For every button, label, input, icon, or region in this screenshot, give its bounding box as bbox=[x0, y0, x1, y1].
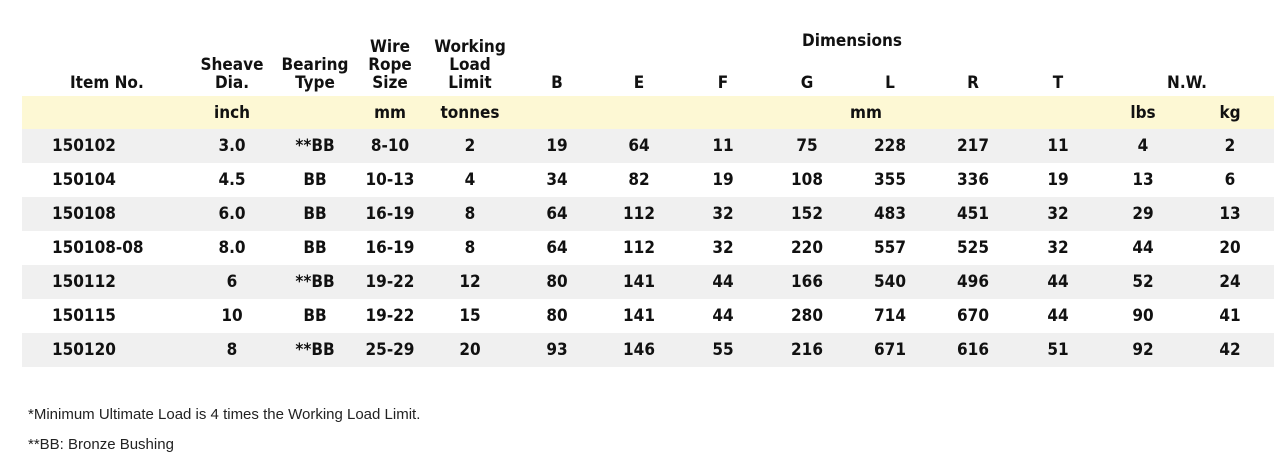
cell-e: 112 bbox=[596, 197, 682, 231]
unit-kg: kg bbox=[1186, 96, 1274, 129]
table-row bbox=[22, 231, 1274, 265]
cell-t: 19 bbox=[1016, 163, 1100, 197]
cell-e: 146 bbox=[596, 333, 682, 367]
cell-l: 557 bbox=[850, 231, 930, 265]
cell-r: 525 bbox=[930, 231, 1016, 265]
cell-l: 228 bbox=[850, 129, 930, 163]
table-row bbox=[22, 333, 1274, 367]
cell-f: 32 bbox=[682, 231, 764, 265]
cell-b: 34 bbox=[518, 163, 596, 197]
cell-r: 217 bbox=[930, 129, 1016, 163]
cell-wll: 12 bbox=[422, 265, 518, 299]
cell-f: 11 bbox=[682, 129, 764, 163]
cell-lbs: 90 bbox=[1100, 299, 1186, 333]
cell-g: 152 bbox=[764, 197, 850, 231]
cell-sheave: 3.0 bbox=[192, 129, 272, 163]
table-body bbox=[22, 129, 1274, 367]
cell-l: 355 bbox=[850, 163, 930, 197]
cell-sheave: 8 bbox=[192, 333, 272, 367]
cell-g: 216 bbox=[764, 333, 850, 367]
header-dim-l: L bbox=[885, 73, 895, 93]
cell-f: 44 bbox=[682, 265, 764, 299]
header-dim-g: Dimensions G bbox=[800, 31, 902, 93]
header-bearing-type: Bearing Type bbox=[281, 55, 349, 93]
cell-t: 44 bbox=[1016, 299, 1100, 333]
cell-kg: 20 bbox=[1186, 231, 1274, 265]
header-item-no: Item No. bbox=[70, 73, 144, 93]
cell-lbs: 13 bbox=[1100, 163, 1186, 197]
cell-l: 671 bbox=[850, 333, 930, 367]
header-sheave-dia: Sheave Dia. bbox=[200, 55, 264, 93]
cell-t: 51 bbox=[1016, 333, 1100, 367]
cell-bearing: **BB bbox=[272, 265, 358, 299]
cell-wire: 25-29 bbox=[358, 333, 422, 367]
header-row bbox=[22, 0, 1274, 96]
cell-t: 32 bbox=[1016, 197, 1100, 231]
cell-wll: 8 bbox=[422, 197, 518, 231]
cell-bearing: BB bbox=[272, 231, 358, 265]
cell-r: 616 bbox=[930, 333, 1016, 367]
cell-g: 220 bbox=[764, 231, 850, 265]
cell-t: 44 bbox=[1016, 265, 1100, 299]
cell-f: 55 bbox=[682, 333, 764, 367]
cell-t: 32 bbox=[1016, 231, 1100, 265]
header-net-weight: N.W. bbox=[1167, 73, 1207, 93]
cell-g: 280 bbox=[764, 299, 850, 333]
cell-t: 11 bbox=[1016, 129, 1100, 163]
cell-l: 540 bbox=[850, 265, 930, 299]
cell-g: 166 bbox=[764, 265, 850, 299]
cell-e: 112 bbox=[596, 231, 682, 265]
cell-e: 141 bbox=[596, 265, 682, 299]
cell-b: 80 bbox=[518, 265, 596, 299]
cell-item: 150115 bbox=[22, 299, 192, 333]
unit-lbs: lbs bbox=[1100, 96, 1186, 129]
header-dim-t: T bbox=[1052, 73, 1064, 93]
cell-g: 75 bbox=[764, 129, 850, 163]
cell-r: 670 bbox=[930, 299, 1016, 333]
header-dim-b: B bbox=[551, 73, 563, 93]
unit-wire: mm bbox=[358, 96, 422, 129]
table-row bbox=[22, 265, 1274, 299]
cell-wire: 16-19 bbox=[358, 197, 422, 231]
cell-b: 80 bbox=[518, 299, 596, 333]
unit-sheave: inch bbox=[192, 96, 272, 129]
cell-item: 150108-08 bbox=[22, 231, 192, 265]
cell-lbs: 92 bbox=[1100, 333, 1186, 367]
header-dim-f: F bbox=[717, 73, 729, 93]
cell-kg: 24 bbox=[1186, 265, 1274, 299]
cell-kg: 41 bbox=[1186, 299, 1274, 333]
cell-wire: 16-19 bbox=[358, 231, 422, 265]
cell-bearing: BB bbox=[272, 163, 358, 197]
cell-l: 483 bbox=[850, 197, 930, 231]
cell-lbs: 4 bbox=[1100, 129, 1186, 163]
header-dim-e: E bbox=[633, 73, 645, 93]
cell-item: 150120 bbox=[22, 333, 192, 367]
header-working-load-limit: Working Load Limit bbox=[434, 37, 506, 93]
cell-wire: 19-22 bbox=[358, 299, 422, 333]
cell-lbs: 52 bbox=[1100, 265, 1186, 299]
header-wire-rope-size: Wire Rope Size bbox=[368, 37, 412, 93]
cell-kg: 42 bbox=[1186, 333, 1274, 367]
cell-e: 82 bbox=[596, 163, 682, 197]
cell-sheave: 8.0 bbox=[192, 231, 272, 265]
table-row bbox=[22, 197, 1274, 231]
cell-r: 336 bbox=[930, 163, 1016, 197]
cell-wll: 15 bbox=[422, 299, 518, 333]
cell-f: 32 bbox=[682, 197, 764, 231]
cell-b: 64 bbox=[518, 197, 596, 231]
cell-wll: 2 bbox=[422, 129, 518, 163]
spec-table bbox=[22, 0, 1274, 367]
spec-table-container bbox=[22, 0, 1274, 367]
table-row bbox=[22, 129, 1274, 163]
cell-wire: 8-10 bbox=[358, 129, 422, 163]
cell-lbs: 44 bbox=[1100, 231, 1186, 265]
cell-b: 93 bbox=[518, 333, 596, 367]
cell-r: 496 bbox=[930, 265, 1016, 299]
cell-wll: 4 bbox=[422, 163, 518, 197]
cell-wll: 20 bbox=[422, 333, 518, 367]
cell-b: 64 bbox=[518, 231, 596, 265]
cell-sheave: 6.0 bbox=[192, 197, 272, 231]
cell-b: 19 bbox=[518, 129, 596, 163]
cell-e: 64 bbox=[596, 129, 682, 163]
cell-g: 108 bbox=[764, 163, 850, 197]
header-dimensions: Dimensions bbox=[802, 31, 902, 51]
cell-bearing: **BB bbox=[272, 333, 358, 367]
unit-dims: mm bbox=[850, 96, 930, 129]
cell-sheave: 6 bbox=[192, 265, 272, 299]
cell-wire: 10-13 bbox=[358, 163, 422, 197]
cell-item: 150112 bbox=[22, 265, 192, 299]
cell-l: 714 bbox=[850, 299, 930, 333]
cell-bearing: BB bbox=[272, 197, 358, 231]
cell-item: 150104 bbox=[22, 163, 192, 197]
cell-item: 150108 bbox=[22, 197, 192, 231]
cell-sheave: 4.5 bbox=[192, 163, 272, 197]
table-row bbox=[22, 299, 1274, 333]
cell-e: 141 bbox=[596, 299, 682, 333]
cell-kg: 2 bbox=[1186, 129, 1274, 163]
footnote-mul: *Minimum Ultimate Load is 4 times the Working Load Limit. bbox=[28, 406, 421, 423]
cell-lbs: 29 bbox=[1100, 197, 1186, 231]
unit-wll: tonnes bbox=[422, 96, 518, 129]
table-row bbox=[22, 163, 1274, 197]
cell-kg: 6 bbox=[1186, 163, 1274, 197]
cell-kg: 13 bbox=[1186, 197, 1274, 231]
cell-bearing: **BB bbox=[272, 129, 358, 163]
cell-f: 19 bbox=[682, 163, 764, 197]
header-dim-r: R bbox=[967, 73, 979, 93]
cell-r: 451 bbox=[930, 197, 1016, 231]
units-row bbox=[22, 96, 1274, 129]
cell-bearing: BB bbox=[272, 299, 358, 333]
cell-f: 44 bbox=[682, 299, 764, 333]
cell-wll: 8 bbox=[422, 231, 518, 265]
footnote-bb: **BB: Bronze Bushing bbox=[28, 436, 174, 453]
footnotes bbox=[28, 400, 420, 460]
cell-item: 150102 bbox=[22, 129, 192, 163]
cell-sheave: 10 bbox=[192, 299, 272, 333]
cell-wire: 19-22 bbox=[358, 265, 422, 299]
